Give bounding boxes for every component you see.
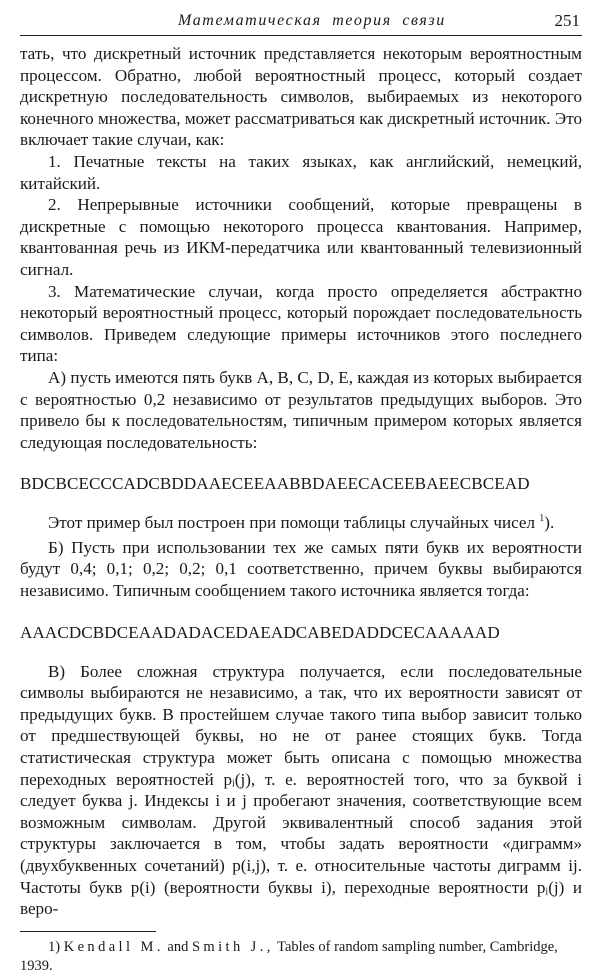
example-sequence-a: BDCBCECCCADCBDDAAECEEAABBDAEECACEEBAEECBCEAD [20,474,530,494]
footnote [20,938,582,976]
footnote-title: Tables of random sampling number, Cambridge, 1939. [20,938,558,974]
main-text [20,43,582,920]
table-note-end: ). [544,513,555,533]
paragraph-case-b: Б) Пусть при использовании тех же самых пяти букв их вероятности будут 0,4; 0,1; 0,2; 0,2; 0,1 соответственно, причем буквы выбираются независимо. Типичным сообщением такого источника является тогда: [20,537,582,601]
page-number: 251 [554,11,580,30]
paragraph-case-c: В) Более сложная структура получается, если последовательные символы выбираются не независимо, а так, что их вероятности зависят от предыдущих букв. В простейшем случае такого типа выбор зависит только от предшествующей буквы, но не от ранее стоящих букв. Тогда статистическая структура может быть описана с помощью множества переходных вероятностей pᵢ(j), т. е. вероятностей того, что за буквой i следует буква j. Индексы i и j пробегают значения, соответствующие всем возможным символам. Другой эквивалентный способ задания этой структуры заключается в том, чтобы задать вероятности «диграмм» (двухбуквенных сочетаний) p(i,j), т. е. относительные частоты диграмм ij. Частоты букв p(i) (вероятности буквы i), переходные вероятности pᵢ(j) и веро- [20,661,582,919]
footnote-author-2: Smith J., [191,938,274,955]
paragraph-list-item-3: 3. Математические случаи, когда просто определяется абстрактно некоторый вероятностный процесс, который порождает последовательность символов. Приведем следующие примеры источников этого последнего типа: [20,281,582,366]
paragraph-table-note [20,512,582,537]
example-sequence-b: AAACDCBDCEAADADACEDAEADCABEDADDCECAAAAAD [20,622,500,642]
page-header [20,10,582,36]
footnote-author-1: Kendall M. [63,938,164,955]
footnote-divider [20,931,156,932]
footnote-reference: 1 [539,513,545,525]
running-title: Математическая теория связи [178,12,446,29]
table-note-text: Этот пример был построен при помощи таблицы случайных чисел [48,513,536,533]
paragraph-case-a: А) пусть имеются пять букв А, В, С, D, Е, каждая из которых выбирается с вероятностью 0,2 независимо от результатов предыдущих выборов. Это привело бы к последовательностям, типичным примером которых является следующая последовательность: [20,367,582,452]
paragraph-1: тать, что дискретный источник представляется некоторым вероятностным процессом. Обратно, любой вероятностный процесс, который создает дискретную последовательность символов, выбираемых из некоторого конечного множества, может рассматриваться как дискретный источник. Это включает такие случаи, как: [20,44,582,150]
paragraph-list-item-2: 2. Непрерывные источники сообщений, которые превращены в дискретные с помощью некоторого процесса квантования. Например, квантованная речь из ИКМ-передатчика или квантованный телевизионный сигнал. [20,195,582,279]
paragraph-list-item-1: 1. Печатные тексты на таких языках, как английский, немецкий, китайский. [20,151,582,193]
book-page [20,10,582,974]
footnote-and: and [167,938,189,955]
footnote-mark: 1) [48,938,61,955]
